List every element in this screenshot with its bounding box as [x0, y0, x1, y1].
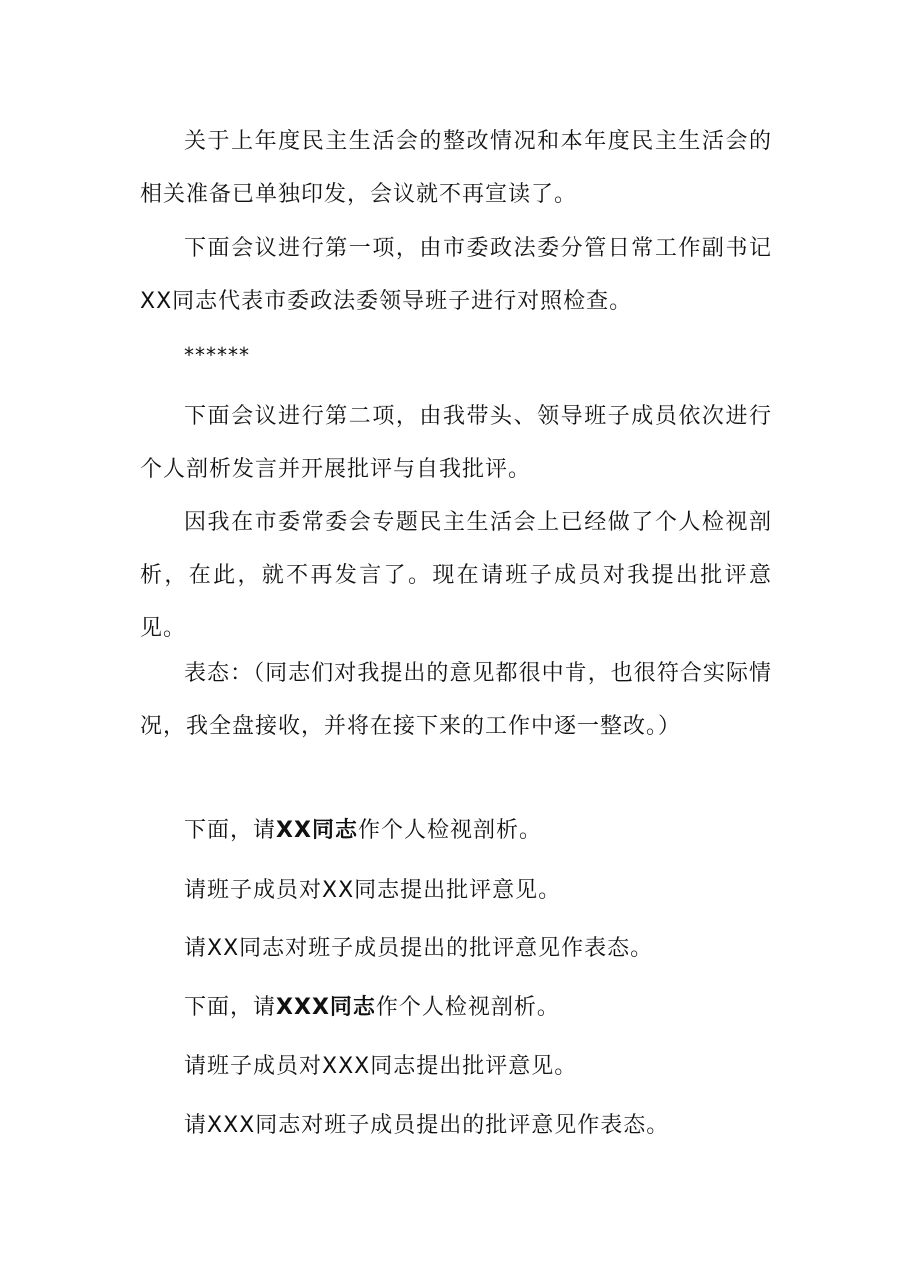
line-xxx-self-analysis-prefix: 下面，请: [184, 995, 277, 1020]
paragraph-self-statement: 因我在市委常委会专题民主生活会上已经做了个人检视剖析，在此，就不再发言了。现在请班子成员对我提出批评意见。: [140, 510, 772, 641]
line-xxx-self-analysis: [184, 993, 560, 1023]
line-xx-self-analysis-name: XX同志: [276, 818, 358, 843]
paragraph-prior-rectification: 关于上年度民主生活会的整改情况和本年度民主生活会的相关准备已单独印发，会议就不再宣读了。: [140, 129, 772, 207]
line-xxx-self-analysis-name: XXX同志: [276, 995, 376, 1020]
line-xx-self-analysis: [184, 816, 542, 846]
line-xxx-response: 请XXX同志对班子成员提出的批评意见作表态。: [184, 1113, 670, 1138]
paragraph-response: 表态：（同志们对我提出的意见都很中肯，也很符合实际情况，我全盘接收，并将在接下来的工作中逐一整改。）: [140, 661, 772, 739]
line-xx-self-analysis-suffix: 作个人检视剖析。: [357, 818, 542, 843]
line-xx-response: 请XX同志对班子成员提出的批评意见作表态。: [184, 936, 654, 961]
line-xxx-criticism: 请班子成员对XXX同志提出批评意见。: [184, 1054, 578, 1079]
paragraph-item-two: 下面会议进行第二项，由我带头、领导班子成员依次进行个人剖析发言并开展批评与自我批评。: [140, 404, 772, 482]
line-xx-criticism: 请班子成员对XX同志提出批评意见。: [184, 878, 562, 903]
line-xx-self-analysis-prefix: 下面，请: [184, 818, 277, 843]
line-xxx-self-analysis-suffix: 作个人检视剖析。: [375, 995, 560, 1020]
paragraph-item-one: 下面会议进行第一项，由市委政法委分管日常工作副书记XX同志代表市委政法委领导班子进行对照检查。: [140, 236, 772, 314]
section-separator: ******: [184, 343, 250, 367]
